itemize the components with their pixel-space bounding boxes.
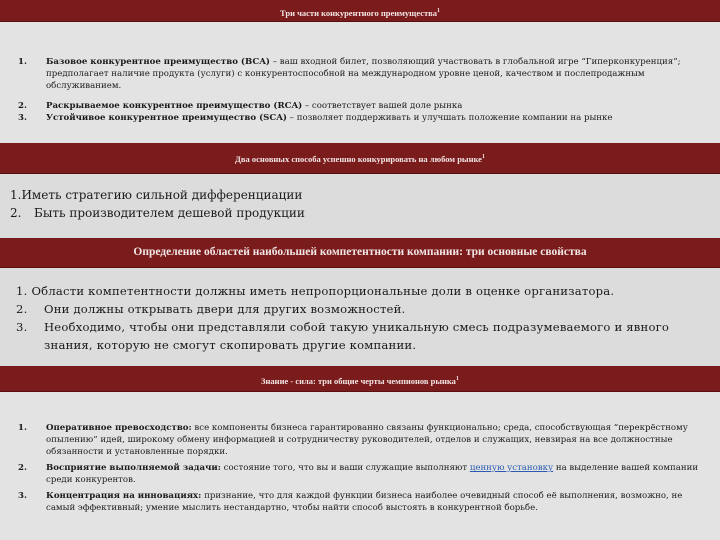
item-text: признание, что для каждой функции бизнеса наиболее очевидный способ её выполнения, возможно, не самый эффективный; умение мыслить нестандартно, чтобы найти способ выстоять в конкурентной борьбе. bbox=[46, 491, 683, 513]
list-item bbox=[16, 300, 712, 318]
inline-link[interactable]: ценную установку bbox=[469, 463, 554, 473]
item-term: Базовое конкурентное преимущество (BCA) bbox=[46, 57, 270, 67]
item-number: 2. bbox=[10, 206, 22, 220]
section-title: Три части конкурентного преимущества bbox=[280, 7, 437, 18]
list-item bbox=[16, 282, 712, 300]
footnote-marker: 1 bbox=[481, 154, 485, 160]
item-number: 2. bbox=[18, 101, 27, 111]
item-number: 1. bbox=[18, 57, 27, 67]
item-term: Восприятие выполняемой задачи: bbox=[46, 463, 221, 473]
competence-areas-panel bbox=[0, 268, 720, 366]
section-title: Определение областей наибольшей компетентности компании: три основные свойства bbox=[133, 246, 587, 258]
item-number: 2. bbox=[16, 302, 28, 316]
two-ways-panel bbox=[0, 174, 720, 238]
section-header-competence-areas bbox=[0, 238, 720, 268]
list-item bbox=[10, 204, 712, 222]
item-text: – позволяет поддерживать и улучшать положение компании на рынке bbox=[286, 113, 613, 123]
list-item bbox=[18, 490, 706, 514]
item-text: все компоненты бизнеса гарантированно связаны функционально; среда, способствующая “перекрёстному опылению” идей, широкому обмену информацией и сотрудничеству руководителей, отделов и служащих, невзирая на все должностные обязанности и установленные порядки. bbox=[46, 423, 688, 457]
market-champions-panel bbox=[0, 392, 720, 540]
section-header-two-ways bbox=[0, 143, 720, 174]
item-text: Иметь стратегию сильной дифференциации bbox=[21, 188, 303, 202]
item-term: Устойчивое конкурентное преимущество (SCA) bbox=[46, 113, 287, 123]
list-item bbox=[18, 422, 706, 458]
item-text: Области компетентности должны иметь непропорциональные доли в оценке организатора. bbox=[31, 284, 615, 298]
list-item bbox=[10, 186, 712, 204]
list-item bbox=[18, 112, 706, 124]
item-text: на выделение вашей компании среди конкурентов. bbox=[46, 463, 699, 485]
footnote-marker: 1 bbox=[455, 376, 459, 382]
item-number: 2. bbox=[18, 463, 27, 473]
item-number: 3. bbox=[16, 320, 28, 334]
item-number: 3. bbox=[18, 491, 27, 501]
item-text: Необходимо, чтобы они представляли собой такую уникальную смесь подразумеваемого и явного знания, которую не смогут скопировать другие компании. bbox=[44, 320, 670, 352]
footnote-marker: 1 bbox=[437, 8, 440, 14]
item-number: 1. bbox=[18, 423, 27, 433]
list-item bbox=[18, 100, 706, 112]
item-number: 1. bbox=[16, 284, 28, 298]
list-item bbox=[16, 318, 712, 354]
item-number: 1. bbox=[10, 188, 22, 202]
item-text: – ваш входной билет, позволяющий участвовать в глобальной игре “Гиперконкуренция”; предполагает наличие продукта (услуги) с конкурентоспособной на международном уровне ценой, качеством и послепродажным обслуживанием. bbox=[46, 57, 681, 91]
section-header-competitive-advantage bbox=[0, 0, 720, 22]
section-title: Знание - сила: три общие черты чемпионов рынка bbox=[261, 375, 456, 386]
item-term: Раскрываемое конкурентное преимущество (RCA) bbox=[46, 101, 303, 111]
competitive-advantage-panel bbox=[0, 22, 720, 143]
section-title: Два основных способа успешно конкурировать на любом рынке bbox=[235, 153, 482, 164]
list-item bbox=[18, 56, 706, 92]
list-item bbox=[18, 462, 706, 486]
item-text: Они должны открывать двери для других возможностей. bbox=[44, 302, 406, 316]
item-term: Концентрация на инновациях: bbox=[46, 491, 202, 501]
item-term: Оперативное превосходство: bbox=[46, 423, 192, 433]
item-text: Быть производителем дешевой продукции bbox=[34, 206, 305, 220]
item-text: состояние того, что вы и ваши служащие выполняют bbox=[220, 463, 470, 473]
item-text: – соответствует вашей доле рынка bbox=[302, 101, 463, 111]
section-header-market-champions bbox=[0, 366, 720, 392]
item-number: 3. bbox=[18, 113, 27, 123]
